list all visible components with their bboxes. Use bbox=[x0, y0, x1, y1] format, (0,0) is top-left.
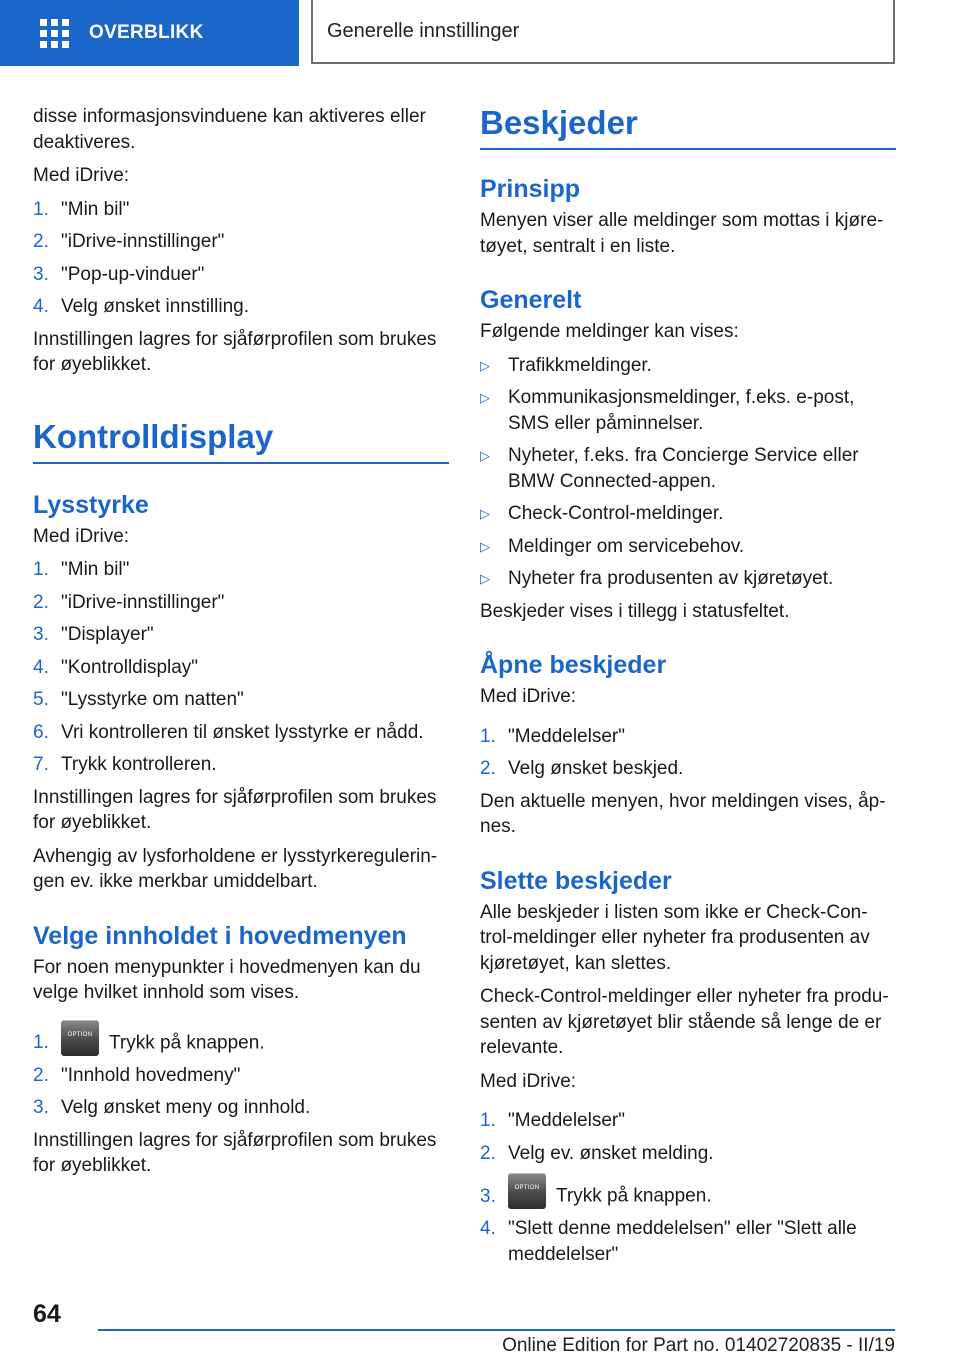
triangle-bullet-icon: ▷ bbox=[480, 506, 490, 521]
grid-menu-icon bbox=[40, 19, 69, 48]
list-item bbox=[33, 687, 449, 713]
heading-kontrolldisplay: Kontrolldisplay bbox=[33, 418, 449, 464]
list-number: 1. bbox=[33, 1032, 49, 1053]
list-number: 4. bbox=[33, 296, 49, 317]
paragraph: Avhengig av lysforholdene er lysstyrkeregulerin-gen ev. ikke merkbar umiddelbart. bbox=[33, 845, 438, 892]
list-text: "iDrive-innstillinger" bbox=[61, 591, 225, 613]
steps-list bbox=[480, 724, 896, 782]
list-text: "Innhold hovedmeny" bbox=[61, 1064, 241, 1086]
list-number: 2. bbox=[33, 1064, 49, 1086]
paragraph: disse informasjonsvinduene kan aktiveres eller deaktiveres. bbox=[33, 106, 426, 153]
list-number: 3. bbox=[33, 263, 49, 285]
list-text: "Meddelelser" bbox=[508, 1110, 625, 1131]
list-number: 2. bbox=[33, 231, 49, 252]
list-text: Trafikkmeldinger. bbox=[508, 354, 652, 376]
list-item bbox=[33, 229, 449, 255]
list-number: 3. bbox=[33, 1097, 49, 1118]
overview-tab[interactable] bbox=[0, 0, 299, 66]
list-text: "Pop-up-vinduer" bbox=[61, 263, 205, 285]
list-item bbox=[480, 1141, 896, 1167]
list-number: 3. bbox=[480, 1185, 496, 1207]
list-text: Nyheter fra produsenten av kjøretøyet. bbox=[508, 568, 834, 589]
paragraph: Innstillingen lagres for sjåførprofilen som brukes for øyeblikket. bbox=[33, 786, 437, 833]
footer-divider bbox=[98, 1329, 895, 1331]
list-item bbox=[33, 197, 449, 223]
paragraph: Med iDrive: bbox=[480, 686, 577, 707]
list-item bbox=[480, 724, 896, 750]
list-text: Check-Control-meldinger. bbox=[508, 503, 724, 524]
list-item bbox=[33, 720, 449, 746]
list-item bbox=[480, 443, 896, 494]
paragraph: Menyen viser alle meldinger som mottas i kjøre-tøyet, sentralt i en liste. bbox=[480, 210, 884, 257]
page-number: 64 bbox=[33, 1300, 61, 1328]
heading-slette-beskjeder: Slette beskjeder bbox=[480, 866, 672, 895]
paragraph: For noen menypunkter i hovedmenyen kan du velge hvilket innhold som vises. bbox=[33, 956, 421, 1003]
list-number: 5. bbox=[33, 689, 49, 710]
list-item bbox=[33, 655, 449, 681]
heading-beskjeder: Beskjeder bbox=[480, 104, 896, 150]
steps-list bbox=[33, 1020, 449, 1121]
list-text: Trykk kontrolleren. bbox=[61, 754, 217, 775]
option-button-icon[interactable]: OPTION bbox=[508, 1173, 546, 1209]
section-title: Generelle innstillinger bbox=[327, 19, 520, 42]
list-number: 6. bbox=[33, 721, 49, 743]
list-text: "Slett denne meddelelsen" eller "Slett alle meddelelser" bbox=[508, 1218, 857, 1265]
list-text: "Meddelelser" bbox=[508, 725, 625, 747]
list-number: 1. bbox=[33, 559, 49, 580]
list-text: Nyheter, f.eks. fra Concierge Service eller BMW Connected-appen. bbox=[508, 445, 859, 492]
list-item bbox=[33, 557, 449, 583]
list-number: 1. bbox=[480, 725, 496, 747]
bullet-list bbox=[480, 353, 896, 592]
paragraph: Alle beskjeder i listen som ikke er Check-Con-trol-meldinger eller nyheter fra produsenten av kjøretøyet, kan slettes. bbox=[480, 901, 870, 974]
list-text: Vri kontrolleren til ønsket lysstyrke er nådd. bbox=[61, 721, 424, 743]
list-item bbox=[480, 353, 896, 379]
list-item bbox=[33, 1020, 449, 1056]
list-item bbox=[33, 294, 449, 320]
list-text: "Min bil" bbox=[61, 198, 130, 220]
list-item bbox=[480, 501, 896, 527]
heading-generelt: Generelt bbox=[480, 286, 582, 314]
list-item bbox=[480, 756, 896, 782]
list-item bbox=[33, 590, 449, 616]
heading-prinsipp: Prinsipp bbox=[480, 175, 581, 203]
list-number: 2. bbox=[33, 591, 49, 613]
triangle-bullet-icon: ▷ bbox=[480, 448, 490, 463]
list-number: 1. bbox=[33, 198, 49, 220]
right-column bbox=[480, 104, 896, 1274]
list-item bbox=[480, 385, 896, 436]
list-item bbox=[33, 262, 449, 288]
triangle-bullet-icon: ▷ bbox=[480, 357, 490, 373]
list-text: Kommunikasjonsmeldinger, f.eks. e-post, SMS eller påminnelser. bbox=[508, 387, 855, 434]
paragraph: Med iDrive: bbox=[33, 165, 130, 186]
paragraph: Med iDrive: bbox=[480, 1070, 577, 1092]
list-text: "Kontrolldisplay" bbox=[61, 656, 199, 678]
list-item bbox=[480, 1216, 896, 1267]
list-number: 2. bbox=[480, 1142, 496, 1164]
list-text: Trykk på knappen. bbox=[556, 1185, 712, 1207]
list-text: "Displayer" bbox=[61, 624, 154, 645]
list-number: 2. bbox=[480, 758, 496, 779]
footer-edition: Online Edition for Part no. 01402720835 - II/19 bbox=[502, 1335, 895, 1356]
list-text: Trykk på knappen. bbox=[109, 1032, 265, 1053]
list-item bbox=[33, 622, 449, 648]
paragraph: Med iDrive: bbox=[33, 525, 130, 547]
list-item bbox=[480, 566, 896, 592]
paragraph: Innstillingen lagres for sjåførprofilen som brukes for øyeblikket. bbox=[33, 1129, 437, 1176]
list-text: Velg ønsket beskjed. bbox=[508, 758, 684, 779]
heading-apne-beskjeder: Åpne beskjeder bbox=[480, 651, 667, 679]
list-number: 3. bbox=[33, 624, 49, 645]
heading-velge-innhold: Velge innholdet i hovedmenyen bbox=[33, 921, 407, 950]
option-button-icon[interactable]: OPTION bbox=[61, 1020, 99, 1056]
list-item bbox=[33, 1063, 449, 1089]
overview-label: OVERBLIKK bbox=[89, 22, 204, 43]
list-text: "iDrive-innstillinger" bbox=[61, 231, 225, 252]
list-number: 4. bbox=[33, 656, 49, 678]
steps-list bbox=[33, 197, 449, 320]
triangle-bullet-icon: ▷ bbox=[480, 571, 490, 586]
list-text: "Lysstyrke om natten" bbox=[61, 689, 244, 710]
heading-lysstyrke: Lysstyrke bbox=[33, 490, 149, 519]
list-number: 1. bbox=[480, 1110, 496, 1131]
list-item bbox=[480, 534, 896, 560]
list-number: 7. bbox=[33, 754, 49, 775]
section-breadcrumb[interactable] bbox=[311, 0, 895, 64]
triangle-bullet-icon: ▷ bbox=[480, 538, 490, 554]
list-text: "Min bil" bbox=[61, 559, 130, 580]
left-column bbox=[33, 104, 449, 1187]
list-text: Velg ev. ønsket melding. bbox=[508, 1142, 714, 1164]
list-number: 4. bbox=[480, 1218, 496, 1239]
paragraph: Check-Control-meldinger eller nyheter fra produ-senten av kjøretøyet blir stående så lenge de er relevante. bbox=[480, 986, 889, 1058]
paragraph: Beskjeder vises i tillegg i statusfeltet. bbox=[480, 600, 790, 622]
paragraph: Den aktuelle menyen, hvor meldingen vises, åp-nes. bbox=[480, 790, 886, 837]
list-text: Velg ønsket innstilling. bbox=[61, 296, 249, 317]
list-text: Meldinger om servicebehov. bbox=[508, 535, 745, 557]
steps-list bbox=[480, 1108, 896, 1267]
list-item bbox=[33, 752, 449, 778]
list-text: Velg ønsket meny og innhold. bbox=[61, 1097, 311, 1118]
paragraph: Innstillingen lagres for sjåførprofilen som brukes for øyeblikket. bbox=[33, 328, 437, 375]
paragraph: Følgende meldinger kan vises: bbox=[480, 321, 739, 342]
list-item bbox=[480, 1108, 896, 1134]
list-item bbox=[480, 1173, 896, 1209]
steps-list bbox=[33, 557, 449, 778]
list-item bbox=[33, 1095, 449, 1121]
triangle-bullet-icon: ▷ bbox=[480, 390, 490, 405]
